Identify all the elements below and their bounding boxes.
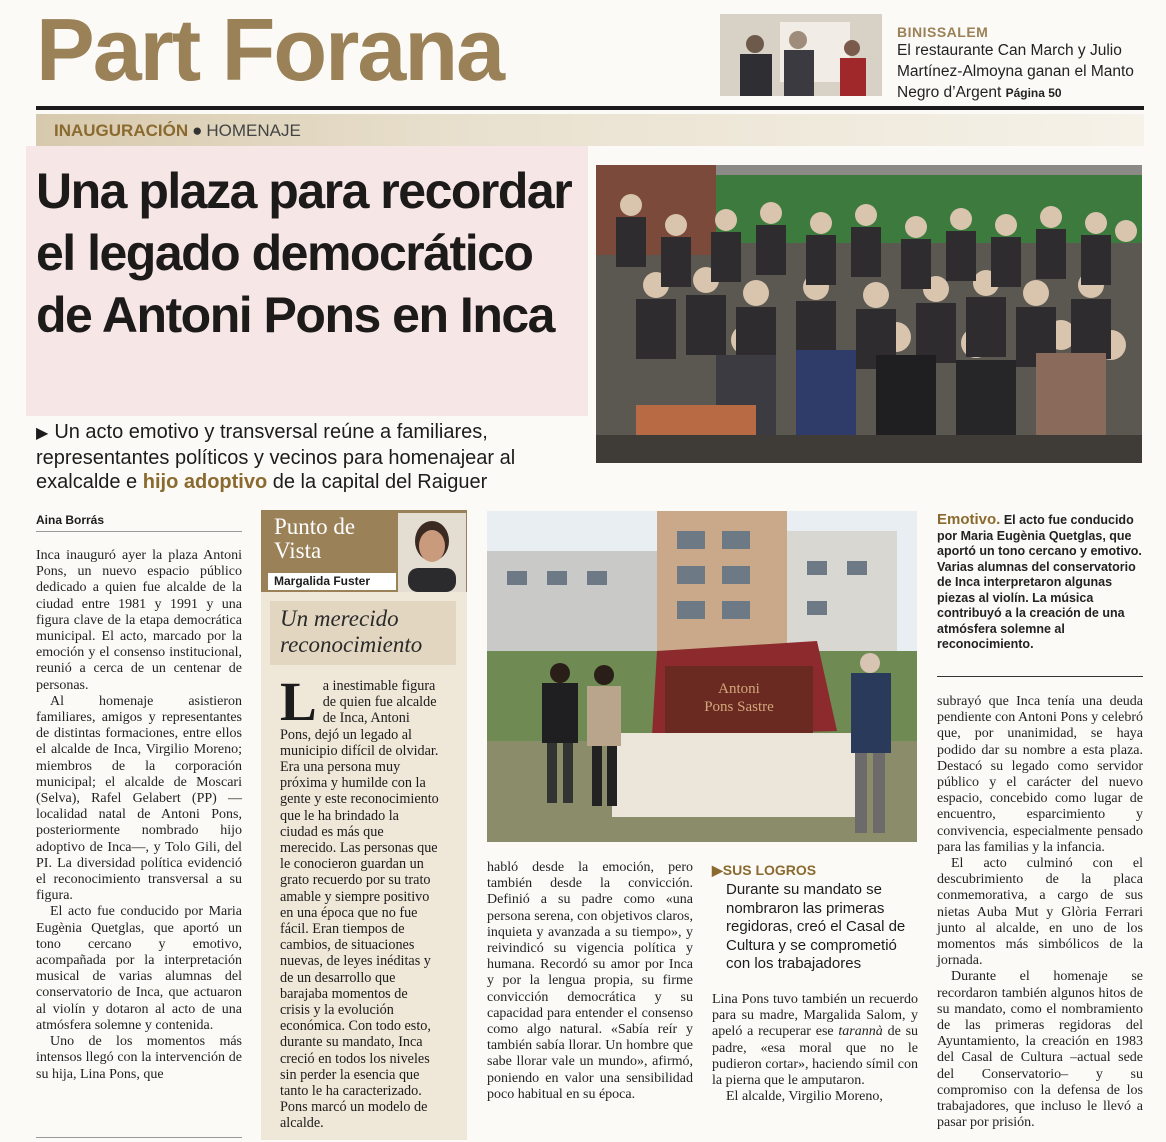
subhead-highlight: hijo adoptivo <box>142 471 268 493</box>
column-bottom-rule <box>36 1137 242 1138</box>
play-arrow-icon: ▶ <box>36 425 49 442</box>
article-column-4 <box>712 992 918 1105</box>
section-keyword: INAUGURACIÓN <box>54 121 189 140</box>
paragraph: Durante el homenaje se recordaron también algunos hitos de su mandato, como el nombramiento de las primeras regidoras del Ayuntamiento, la creación en 1983 del Casal de Cultura –actual sede del Conservatorio– y su compromiso con la defensa de los trabajadores, que incluso le llevó a pasar por prisión. <box>937 969 1143 1131</box>
opinion-author: Margalida Fuster <box>274 574 371 588</box>
highlight-box <box>712 862 912 974</box>
section-label <box>54 121 301 141</box>
col4-italic: tarannà <box>838 1024 883 1040</box>
section-sublabel: HOMENAJE <box>206 121 301 140</box>
paragraph: subrayó que Inca tenía una deuda pendiente con Antoni Pons y celebró que, por unanimidad, se haya podido dar su nombre a esta plaza. Destacó su legado como servidor público y el carácter del nuevo espacio, concebido como lugar de encuentro, esparcimiento y convivencia, especialmente pensado para las familias y la infancia. <box>937 694 1143 855</box>
teaser-photo[interactable] <box>720 14 882 96</box>
bullet-icon: ● <box>192 121 203 140</box>
article-column-3 <box>487 860 693 1103</box>
byline: Aina Borrás <box>36 513 105 527</box>
opinion-body <box>280 671 440 1132</box>
article-subhead <box>36 420 592 494</box>
subhead-text-pre: Un acto emotivo y transversal reúne a familiares, representantes políticos y vecinos para homenajear al exalcalde e <box>36 421 516 493</box>
subhead-text-post: de la capital del Raiguer <box>272 471 488 493</box>
photo-caption <box>937 512 1143 653</box>
highlight-title-text: SUS LOGROS <box>722 862 817 878</box>
paragraph: habló desde la emoción, pero también desde la convicción. Definió a su padre como «una persona serena, con objetivos claros, inquieta y avanzada a su tiempo», y reivindicó su vigencia política y humana. Recordó su amor por Inca y por la lengua propia, su firme convicción democrática y su capacidad para entender el consenso como algo natural. «Sabía reír y también sabía llorar. Un hombre que sabe llorar vale un mundo», afirmó, poniendo en valor una sensibilidad poco habitual en su época. <box>487 860 693 1102</box>
caption-rule <box>937 676 1143 677</box>
paragraph: Al homenaje asistieron familiares, amigos y representantes de distintas formaciones, entre ellos el alcalde de Inca, Virgilio Moreno; miembros de la corporación municipal; el alcalde de Moscari (Selva), Rafel Gelabert (PP) —localidad natal de Antoni Pons, posteriormente nombrado hijo adoptivo de Inca—, y Tolo Gili, del PI. La diversidad política evidenció el reconocimiento transversal a su figura. <box>36 693 242 904</box>
caption-lead: Emotivo. <box>937 511 1001 528</box>
teaser-tag: BINISSALEM <box>897 24 989 40</box>
highlight-title <box>712 862 912 879</box>
highlight-text: Durante su mandato se nombraron las primeras regidoras, creó el Casal de Cultura y se comprometió con los trabajadores <box>726 881 906 972</box>
drop-cap: L <box>280 671 317 732</box>
main-photo-audience <box>596 165 1142 463</box>
plaque-photo-art <box>487 511 917 842</box>
article-headline: Una plaza para recordar el legado democrático de Antoni Pons en Inca <box>36 163 572 343</box>
paragraph <box>712 992 918 1089</box>
section-masthead: Part Forana <box>36 0 504 99</box>
paragraph: El acto fue conducido por Maria Eugènia Quetglas, que aportó un tono cercano y emotivo, acompañada por la interpretación musical de varias alumnas del conservatorio de Inca, que actuaron al violín y dotaron al acto de una atmósfera solemne y contenida. <box>36 904 242 1033</box>
article-column-1 <box>36 548 242 1083</box>
author-portrait-art <box>398 513 466 592</box>
plaque-unveiling-photo <box>487 511 917 842</box>
arrow-icon: ▶ <box>712 862 723 878</box>
teaser-page-ref[interactable]: Página 50 <box>1005 86 1062 100</box>
paragraph: El acto culminó con el descubrimiento de la placa conmemorativa, a cargo de sus nietas Auba Mut y Glòria Ferrari junto al alcalde, en uno de los momentos más simbólicos de la jornada. <box>937 856 1143 969</box>
plaque-line-1: Antoni <box>718 681 760 697</box>
teaser-headline: El restaurante Can March y Julio Martínez-Almoyna ganan el Manto Negro d’Argent <box>897 42 1134 101</box>
teaser-text[interactable] <box>897 40 1147 104</box>
col4-text-post: de su padre, «esa moral que no le pudieron cortar», haciendo símil con la pierna que le amputaron. <box>712 1024 919 1089</box>
col4-text-pre: Lina Pons tuvo también un recuerdo para su madre, Margalida Salom, y apeló a recuperar ese <box>712 992 918 1040</box>
opinion-text: a inestimable figura de quien fue alcalde de Inca, Antoni Pons, dejó un legado al municipio difícil de olvidar. Era una persona muy próxima y humilde con la gente y este reconocimiento que le ha brindado la ciudad es más que merecido. Las personas que le conocieron guardan un grato recuerdo por su trato amable y siempre positivo en una época que no fue fácil. Eran tiempos de cambios, de situaciones nuevas, de leyes inéditas y de un desarrollo que barajaba momentos de crisis y la evolución económica. Con todo esto, durante su mandato, Inca creció en todos los niveles sin perder la esencia que tanto le ha caracterizado. Pons marcó un modelo de alcalde. <box>280 678 439 1132</box>
teaser-photo-art <box>720 14 882 96</box>
caption-text: El acto fue conducido por Maria Eugènia Quetglas, que aportó un tono cercano y emotivo. Varias alumnas del conservatorio de Inca interpretaron algunas piezas al violín. La música contribuyó a la creación de una atmósfera solemne al reconocimiento. <box>937 513 1142 651</box>
paragraph: Inca inauguró ayer la plaza Antoni Pons, un nuevo espacio público dedicado a quien fue alcalde de la ciudad entre 1981 y 1991 y una figura clave de la etapa democrática municipal. El acto, marcado por la emoción y el consenso institucional, reunió a cerca de un centenar de personas. <box>36 548 242 693</box>
plaque-line-2: Pons Sastre <box>704 699 774 715</box>
article-column-5 <box>937 694 1143 1131</box>
opinion-title: Un merecido reconocimiento <box>280 606 423 657</box>
audience-illustration <box>596 165 1142 463</box>
author-portrait <box>398 513 466 592</box>
paragraph: Uno de los momentos más intensos llegó con la intervención de su hija, Lina Pons, que <box>36 1034 242 1082</box>
byline-rule <box>36 531 242 532</box>
paragraph: El alcalde, Virgilio Moreno, <box>726 1089 883 1105</box>
masthead-rule <box>36 106 1144 110</box>
opinion-header-title: Punto de Vista <box>274 514 356 563</box>
